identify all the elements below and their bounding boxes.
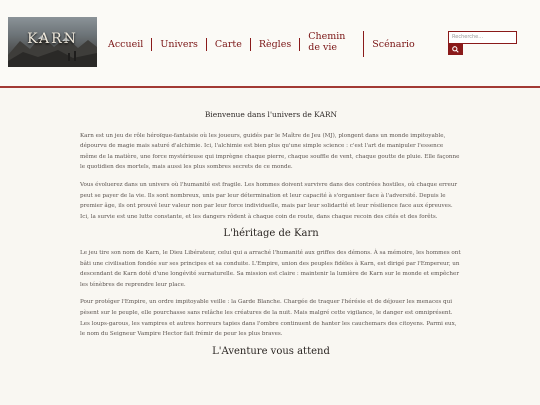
- main-nav: [100, 30, 423, 58]
- site-header: [0, 0, 540, 86]
- heritage-heading: L'héritage de Karn: [223, 228, 319, 240]
- nav-item-univers[interactable]: Univers: [152, 38, 207, 51]
- header-divider: [0, 86, 540, 88]
- site-logo[interactable]: [8, 17, 97, 67]
- welcome-heading: Bienvenue dans l'univers de KARN: [204, 110, 338, 119]
- main-content: [80, 110, 462, 365]
- aventure-heading: L'Aventure vous attend: [212, 345, 330, 357]
- intro-paragraph-2: Vous évoluerez dans un univers où l'humanité est fragile. Les hommes doivent survivre dans des contrées hostiles, où chaque erreur peut se payer de la vie. Ils sont nombreux, unis par leur détermination et leur capacité à s'organiser face à l'adversité. Depuis le premier âge, ils ont prouvé leur valeur non par leur force individuelle, mais par leur solidarité et leur résilience face aux épreuves. Ici, la survie est une lutte constante, et les dangers rôdent à chaque coin de route, dans chaque recoin des cités et des forêts.: [80, 181, 458, 220]
- heritage-paragraph-1: Le jeu tire son nom de Karn, le Dieu Libérateur, celui qui a arraché l'humanité aux griffes des démons. À sa mémoire, les hommes ont bâti une civilisation fondée sur ses principes et sa conduite. L'Empire, union des peuples fidèles à Karn, est dirigé par l'Empereur, un descendant de Karn doté d'une longévité surnaturelle. Sa mission est claire : maintenir la lumière de Karn sur le monde et empêcher les ténèbres de reprendre leur place.: [80, 249, 461, 288]
- nav-item-chemin-de-vie[interactable]: Chemin de vie: [300, 31, 364, 57]
- nav-item-regles[interactable]: Règles: [251, 38, 300, 51]
- intro-paragraph-1: Karn est un jeu de rôle héroïque-fantaisie où les joueurs, guidés par le Maître de Jeu (MJ), plongent dans un monde impitoyable, dépourvu de magie mais saturé d'alchimie. Ici, l'alchimie est bien plus qu'une simple science : c'est l'art de manipuler l'essence même de la matière, une force mystérieuse qui imprègne chaque pierre, chaque souffle de vent, chaque goutte de pluie. Elle façonne le quotidien des mortels, mais aussi les plus sombres secrets de ce monde.: [80, 132, 460, 171]
- nav-item-carte[interactable]: Carte: [207, 38, 251, 51]
- heritage-paragraph-2: Pour protéger l'Empire, un ordre impitoyable veille : la Garde Blanche. Chargée de traquer l'hérésie et de déjouer les menaces qui pèsent sur le peuple, elle pourchasse sans relâche les créatures de la nuit. Mais malgré cette vigilance, le danger est omniprésent. Les loups-garous, les vampires et autres horreurs tapies dans l'ombre continuent de hanter les cauchemars des citoyens. Parmi eux, le nom du Seigneur Vampire Hector fait frémir de peur les plus braves.: [80, 299, 457, 338]
- nav-item-scenario[interactable]: Scénario: [372, 38, 415, 50]
- search-button[interactable]: [448, 44, 463, 55]
- search-icon: [452, 46, 459, 53]
- nav-item-accueil[interactable]: Accueil: [100, 38, 152, 51]
- logo-text: KARN: [27, 31, 78, 47]
- search-input[interactable]: Recherche...: [448, 31, 517, 44]
